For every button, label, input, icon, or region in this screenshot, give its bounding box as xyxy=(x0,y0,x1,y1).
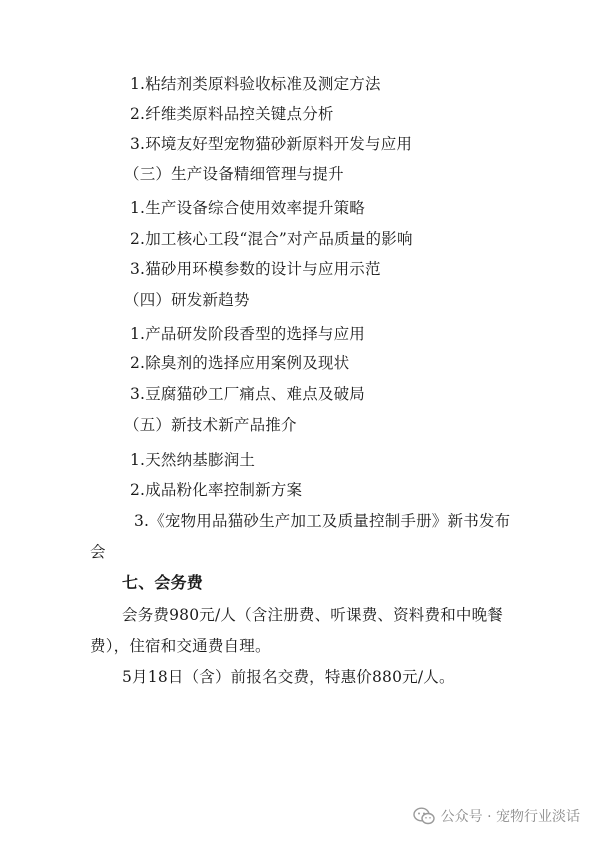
account-watermark xyxy=(413,803,580,829)
list-item: 3.豆腐猫砂工厂痛点、难点及破局 xyxy=(130,385,365,403)
list-item: 2.成品粉化率控制新方案 xyxy=(130,481,303,499)
fee-paragraph: 会务费980元/人（含注册费、听课费、资料费和中晚餐 xyxy=(122,606,504,624)
wechat-icon xyxy=(413,807,435,825)
list-item: 2.纤维类原料品控关键点分析 xyxy=(130,105,334,123)
subsection-heading: （三）生产设备精细管理与提升 xyxy=(124,165,344,183)
list-item: 1.产品研发阶段香型的选择与应用 xyxy=(130,325,365,343)
list-item: 3.环境友好型宠物猫砂新原料开发与应用 xyxy=(130,135,413,153)
subsection-heading: （四）研发新趋势 xyxy=(124,291,250,309)
section-heading: 七、会务费 xyxy=(122,573,204,592)
fee-paragraph-continuation: 费），住宿和交通费自理。 xyxy=(90,637,271,655)
discount-paragraph: 5月18日（含）前报名交费，特惠价880元/人。 xyxy=(122,668,455,686)
list-item: 3.猫砂用环模参数的设计与应用示范 xyxy=(130,260,381,278)
subsection-heading: （五）新技术新产品推介 xyxy=(124,416,297,434)
list-item: 1.粘结剂类原料验收标准及测定方法 xyxy=(130,75,381,93)
list-item: 3.《宠物用品猫砂生产加工及质量控制手册》新书发布 xyxy=(134,512,511,530)
list-item: 1.天然纳基膨润土 xyxy=(130,451,256,469)
list-item: 2.除臭剂的选择应用案例及现状 xyxy=(130,354,350,372)
list-item-continuation: 会 xyxy=(90,543,106,561)
list-item: 1.生产设备综合使用效率提升策略 xyxy=(130,199,365,217)
watermark-text: 公众号 · 宠物行业淡话 xyxy=(440,809,580,825)
list-item: 2.加工核心工段“混合”对产品质量的影响 xyxy=(130,230,413,248)
